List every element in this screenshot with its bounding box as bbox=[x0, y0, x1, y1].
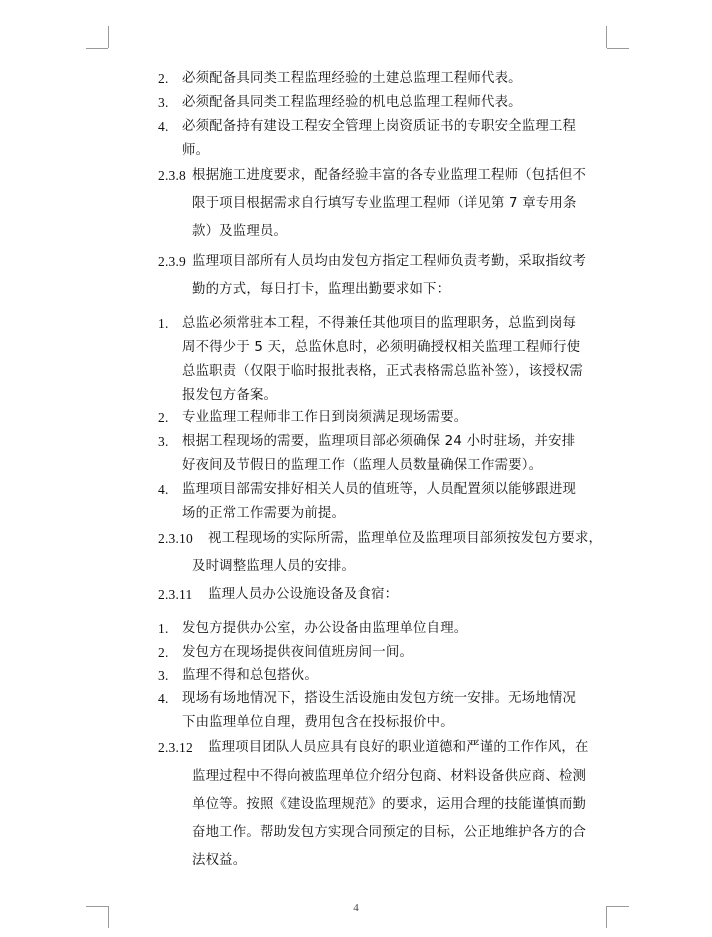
body-text-line: 限于项目根据需求自行填写专业监理工程师（详见第 7 章专用条 bbox=[192, 196, 577, 211]
body-text-line: 场的正常工作需要为前提。 bbox=[182, 506, 346, 521]
body-text-line: 及时调整监理人员的安排。 bbox=[192, 559, 356, 574]
list-number: 3. bbox=[158, 95, 169, 110]
section-number: 2.3.8 bbox=[158, 168, 186, 183]
body-text-line: 报发包方备案。 bbox=[182, 388, 278, 403]
body-text-line: 款）及监理员。 bbox=[192, 224, 288, 239]
body-text-line: 法权益。 bbox=[192, 853, 247, 868]
list-number: 3. bbox=[158, 434, 169, 449]
section-number: 2.3.10 bbox=[158, 531, 193, 546]
list-number: 1. bbox=[158, 316, 169, 331]
body-text-line: 监理项目部需安排好相关人员的值班等，人员配置须以能够跟进现 bbox=[182, 482, 577, 497]
body-text-line: 总监职责（仅限于临时报批表格，正式表格需总监补签），该授权需 bbox=[182, 364, 584, 379]
crop-mark bbox=[108, 26, 109, 48]
body-text-line: 单位等。按照《建设监理规范》的要求，运用合理的技能谨慎而勤 bbox=[192, 797, 587, 812]
crop-mark bbox=[86, 48, 108, 49]
body-text-line: 必须配备具同类工程监理经验的土建总监理工程师代表。 bbox=[182, 71, 522, 86]
list-number: 4. bbox=[158, 482, 169, 497]
body-text-line: 必须配备具同类工程监理经验的机电总监理工程师代表。 bbox=[182, 95, 522, 110]
crop-mark bbox=[607, 48, 629, 49]
body-text-line: 好夜间及节假日的监理工作（监理人员数量确保工作需要）。 bbox=[182, 458, 543, 473]
body-text-line: 监理项目团队人员应具有良好的职业道德和严谨的工作作风，在 bbox=[208, 740, 589, 755]
body-text-line: 勤的方式，每日打卡，监理出勤要求如下： bbox=[192, 282, 451, 297]
body-text-line: 根据施工进度要求，配备经验丰富的各专业监理工程师（包括但不 bbox=[192, 168, 587, 183]
body-text-line: 发包方在现场提供夜间值班房间一间。 bbox=[182, 645, 414, 660]
list-number: 4. bbox=[158, 119, 169, 134]
body-text-line: 监理不得和总包搭伙。 bbox=[182, 668, 318, 683]
list-number: 1. bbox=[158, 621, 169, 636]
section-number: 2.3.11 bbox=[158, 587, 193, 602]
body-text-line: 视工程现场的实际所需，监理单位及监理项目部须按发包方要求， bbox=[208, 531, 603, 546]
section-number: 2.3.12 bbox=[158, 740, 193, 755]
list-number: 2. bbox=[158, 410, 169, 425]
body-text-line: 监理人员办公设施设备及食宿： bbox=[208, 587, 399, 602]
body-text-line: 现场有场地情况下，搭设生活设施由发包方统一安排。无场地情况 bbox=[182, 691, 577, 706]
list-number: 3. bbox=[158, 668, 169, 683]
body-text-line: 发包方提供办公室，办公设备由监理单位自理。 bbox=[182, 621, 468, 636]
page-number: 4 bbox=[353, 902, 359, 914]
crop-mark bbox=[606, 26, 607, 48]
list-number: 2. bbox=[158, 71, 169, 86]
body-text-line: 周不得少于 5 天，总监休息时，必须明确授权相关监理工程师行使 bbox=[182, 340, 581, 355]
body-text-line: 师。 bbox=[182, 143, 210, 158]
list-number: 4. bbox=[158, 691, 169, 706]
body-text-line: 监理过程中不得向被监理单位介绍分包商、材料设备供应商、检测 bbox=[192, 769, 587, 784]
body-text-line: 奋地工作。帮助发包方实现合同预定的目标，公正地维护各方的合 bbox=[192, 825, 587, 840]
body-text-line: 监理项目部所有人员均由发包方指定工程师负责考勤，采取指纹考 bbox=[192, 254, 587, 269]
body-text-line: 专业监理工程师非工作日到岗须满足现场需要。 bbox=[182, 410, 468, 425]
body-text-line: 下由监理单位自理，费用包含在投标报价中。 bbox=[182, 715, 454, 730]
list-number: 2. bbox=[158, 645, 169, 660]
body-text-line: 必须配备持有建设工程安全管理上岗资质证书的专职安全监理工程 bbox=[182, 119, 577, 134]
section-number: 2.3.9 bbox=[158, 254, 186, 269]
body-text-line: 根据工程现场的需要，监理项目部必须确保 24 小时驻场，并安排 bbox=[182, 434, 576, 449]
body-text-line: 总监必须常驻本工程，不得兼任其他项目的监理职务，总监到岗每 bbox=[182, 316, 577, 331]
